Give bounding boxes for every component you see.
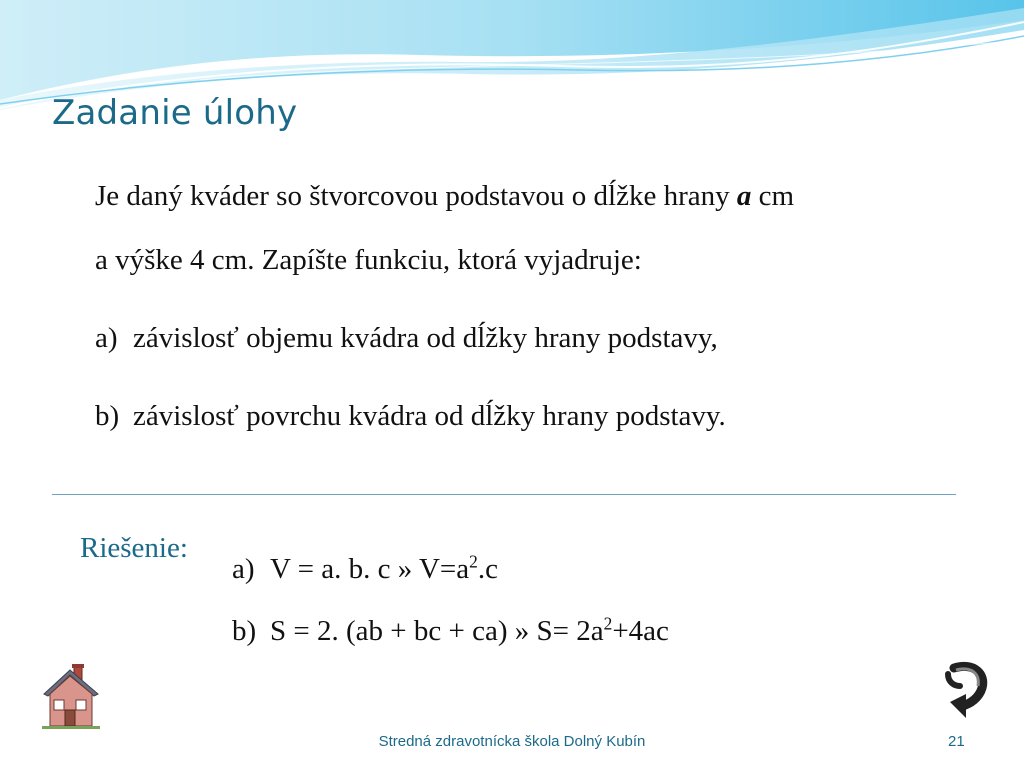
solution-a bbox=[232, 553, 498, 586]
solution-marker: b) bbox=[232, 615, 257, 647]
page-number: 21 bbox=[948, 733, 965, 750]
home-button[interactable] bbox=[40, 660, 102, 730]
solution-a-tail: .c bbox=[477, 553, 498, 585]
solution-a-exponent: 2 bbox=[469, 551, 478, 572]
slide-title: Zadanie úlohy bbox=[52, 93, 298, 133]
divider-line bbox=[52, 494, 956, 495]
solution-b bbox=[232, 615, 669, 648]
house-icon bbox=[40, 660, 102, 730]
item-text: závislosť objemu kvádra od dĺžky hrany podstavy, bbox=[133, 322, 718, 354]
back-button[interactable] bbox=[944, 660, 988, 726]
solution-b-exponent: 2 bbox=[603, 613, 613, 634]
task-line-2: a výške 4 cm. Zapíšte funkciu, ktorá vyjadruje: bbox=[95, 244, 642, 276]
solution-label: Riešenie: bbox=[80, 532, 188, 564]
task-line-1 bbox=[95, 180, 794, 213]
solution-a-text: V = a. b. c » V=a bbox=[270, 553, 470, 585]
task-line-1-text: Je daný kváder so štvorcovou podstavou o dĺžke hrany bbox=[95, 180, 737, 212]
task-item-a bbox=[95, 322, 718, 355]
item-marker: b) bbox=[95, 400, 120, 432]
solution-marker: a) bbox=[232, 553, 255, 585]
footer-school-name: Stredná zdravotnícka škola Dolný Kubín bbox=[378, 733, 646, 750]
item-marker: a) bbox=[95, 322, 118, 354]
task-item-b bbox=[95, 400, 726, 433]
task-variable: a bbox=[736, 180, 752, 212]
task-line-1-unit: cm bbox=[751, 180, 795, 212]
solution-b-tail: +4ac bbox=[612, 615, 669, 647]
return-arrow-icon bbox=[944, 660, 988, 726]
solution-b-text: S = 2. (ab + bc + ca) » S= 2a bbox=[270, 615, 604, 647]
item-text: závislosť povrchu kvádra od dĺžky hrany podstavy. bbox=[133, 400, 726, 432]
